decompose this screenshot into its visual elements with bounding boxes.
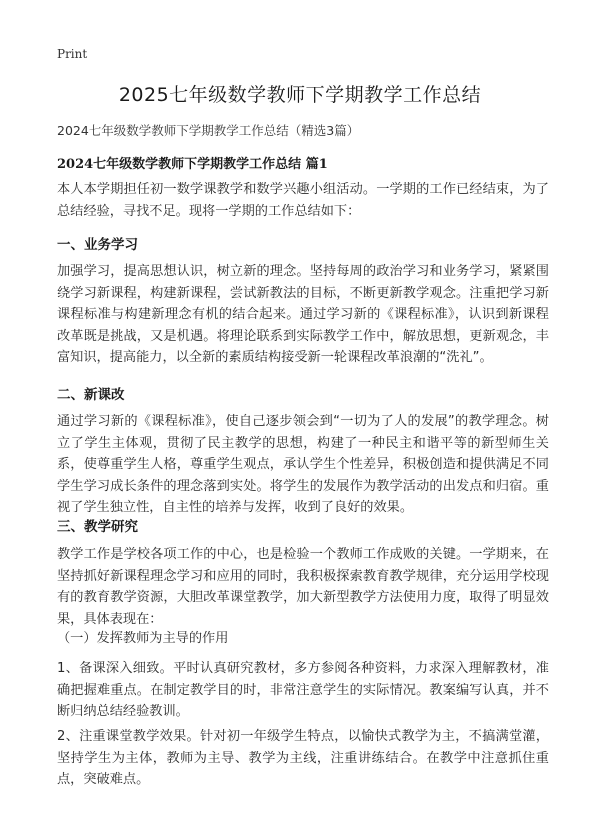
section-heading-business-study: 一、业务学习 bbox=[57, 237, 138, 253]
article-heading: 2024七年级数学教师下学期教学工作总结 篇1 bbox=[57, 157, 328, 172]
print-link[interactable]: Print bbox=[57, 47, 88, 61]
intro-paragraph: 本人本学期担任初一数学课教学和数学兴趣小组活动。一学期的工作已经结束，为了总结经验，寻找不足。现将一学期的工作总结如下： bbox=[57, 182, 549, 219]
section-body-new-curriculum: 通过学习新的《课程标准》，使自己逐步领会到“一切为了人的发展”的教学理念。树立了学生主体观，贯彻了民主教学的思想，构建了一种民主和谐平等的新型师生关系，使尊重学生人格，尊重学生观点，承认学生个性差异，积极创造和提供满足不同学生学习成长条件的理念落到实处。将学生的发展作为教学活动的出发点和归宿。重视了学生独立性，自主性的培养与发挥，收到了良好的效果。 bbox=[57, 414, 549, 515]
page-title: 2025七年级数学教师下学期教学工作总结 bbox=[118, 84, 482, 106]
list-item: 1、备课深入细致。平时认真研究教材，多方参阅各种资料，力求深入理解教材，准确把握难重点。在制定教学目的时，非常注意学生的实际情况。教案编写认真，并不断归纳总结经验教训。 bbox=[57, 661, 549, 719]
subsection-heading: （一）发挥教师为主导的作用 bbox=[57, 631, 229, 646]
section-heading-new-curriculum: 二、新课改 bbox=[57, 387, 125, 403]
list-item: 2、注重课堂教学效果。针对初一年级学生特点，以愉快式教学为主，不搞满堂灌，坚持学生为主体，教师为主导、教学为主线，注重讲练结合。在教学中注意抓住重点，突破难点。 bbox=[57, 729, 549, 787]
section-body-business-study: 加强学习，提高思想认识，树立新的理念。坚持每周的政治学习和业务学习，紧紧围绕学习新课程，构建新课程，尝试新教法的目标，不断更新教学观念。注重把学习新课程标准与构建新理念有机的结合起来。通过学习新的《课程标准》，认识到新课程改革既是挑战，又是机遇。将理论联系到实际教学工作中，解放思想，更新观念，丰富知识，提高能力，以全新的素质结构接受新一轮课程改革浪潮的“洗礼”。 bbox=[57, 264, 549, 365]
article-subtitle: 2024七年级数学教师下学期教学工作总结（精选3篇） bbox=[57, 123, 360, 138]
section-heading-teaching-research: 三、教学研究 bbox=[57, 519, 138, 535]
section-body-teaching-research: 教学工作是学校各项工作的中心，也是检验一个教师工作成败的关键。一学期来，在坚持抓好新课程理念学习和应用的同时，我积极探索教育教学规律，充分运用学校现有的教育教学资源，大胆改革课堂教学，加大新型教学方法使用力度，取得了明显效果，具体表现在： bbox=[57, 547, 549, 627]
